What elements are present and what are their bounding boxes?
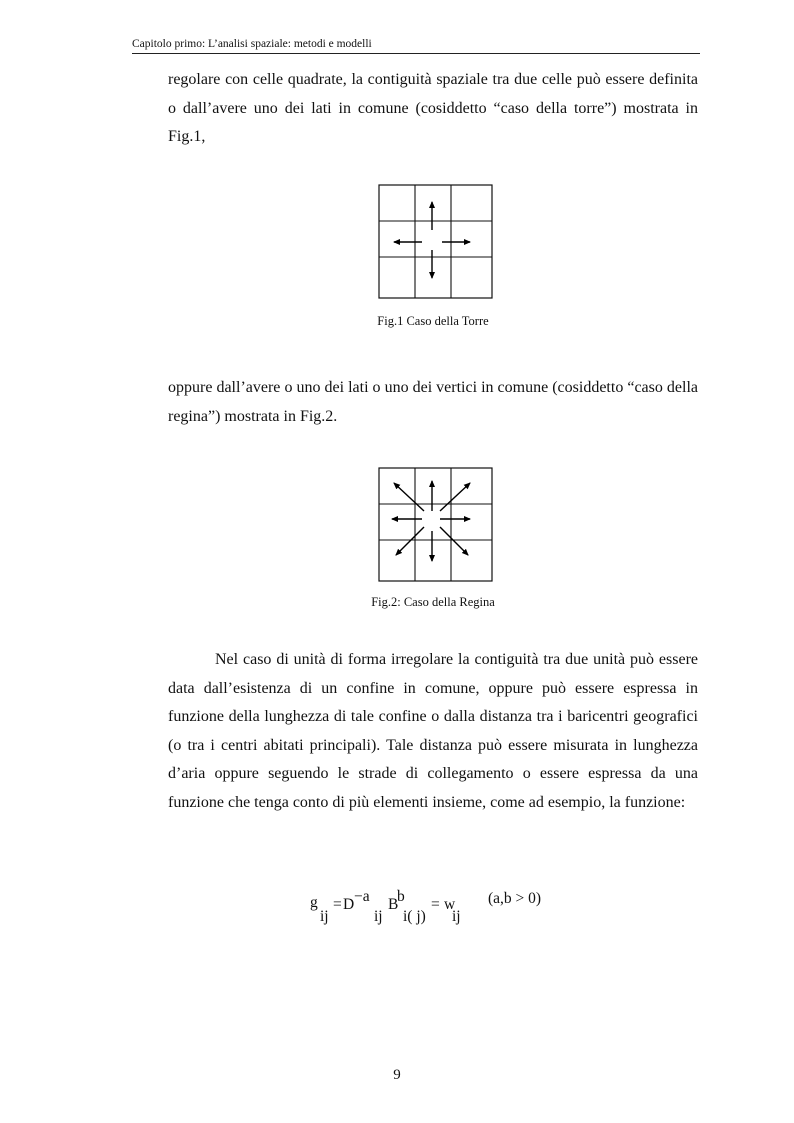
formula-D: D (343, 896, 355, 913)
formula-g: g (310, 894, 318, 911)
running-head: Capitolo primo: L’analisi spaziale: metodi e modelli (132, 38, 372, 50)
formula-B: B (388, 896, 399, 913)
formula-D-sub: ij (374, 908, 383, 925)
figure-1-caption: Fig.1 Caso della Torre (377, 314, 489, 328)
formula-w-sub: ij (452, 908, 461, 925)
formula-g-sub: ij (320, 908, 329, 925)
paragraph-1: regolare con celle quadrate, la contiguità spaziale tra due celle può essere definita o dall’avere uno dei lati in comune (cosiddetto “caso della torre”) mostrata in Fig.1, (168, 71, 698, 146)
figure-2-queen-grid (378, 467, 494, 583)
arrow-down-right (440, 527, 468, 555)
rook-grid-svg (378, 184, 494, 300)
formula-B-sup: b (397, 888, 405, 905)
figure-1-rook-grid (378, 184, 494, 300)
arrow-down-left (396, 527, 424, 555)
arrow-up-right (440, 483, 470, 511)
formula-D-sup: −a (354, 888, 370, 905)
arrow-up-left (394, 483, 424, 511)
formula (310, 888, 610, 938)
header-rule (132, 53, 700, 54)
figure-2-caption: Fig.2: Caso della Regina (371, 595, 495, 609)
formula-condition: (a,b > 0) (488, 890, 542, 907)
formula-eq1: = (333, 896, 342, 913)
page-number: 9 (393, 1067, 401, 1083)
formula-B-sub: i( j) (403, 908, 426, 925)
formula-eq2: = (431, 896, 440, 913)
formula-w: w (444, 896, 456, 913)
paragraph-2: oppure dall’avere o uno dei lati o uno dei vertici in comune (cosiddetto “caso della regina”) mostrata in Fig.2. (168, 379, 698, 425)
paragraph-3: Nel caso di unità di forma irregolare la contiguità tra due unità può essere data dall’esistenza di un confine in comune, oppure può essere espressa in funzione della lunghezza di tale confine o dalla distanza tra i baricentri geografici (o tra i centri abitati principali). Tale distanza può essere misurata in lunghezza d’aria oppure seguendo le strade di collegamento o essere espressa da una funzione che tenga conto di più elementi insieme, come ad esempio, la funzione: (168, 651, 698, 811)
queen-grid-svg (378, 467, 494, 583)
